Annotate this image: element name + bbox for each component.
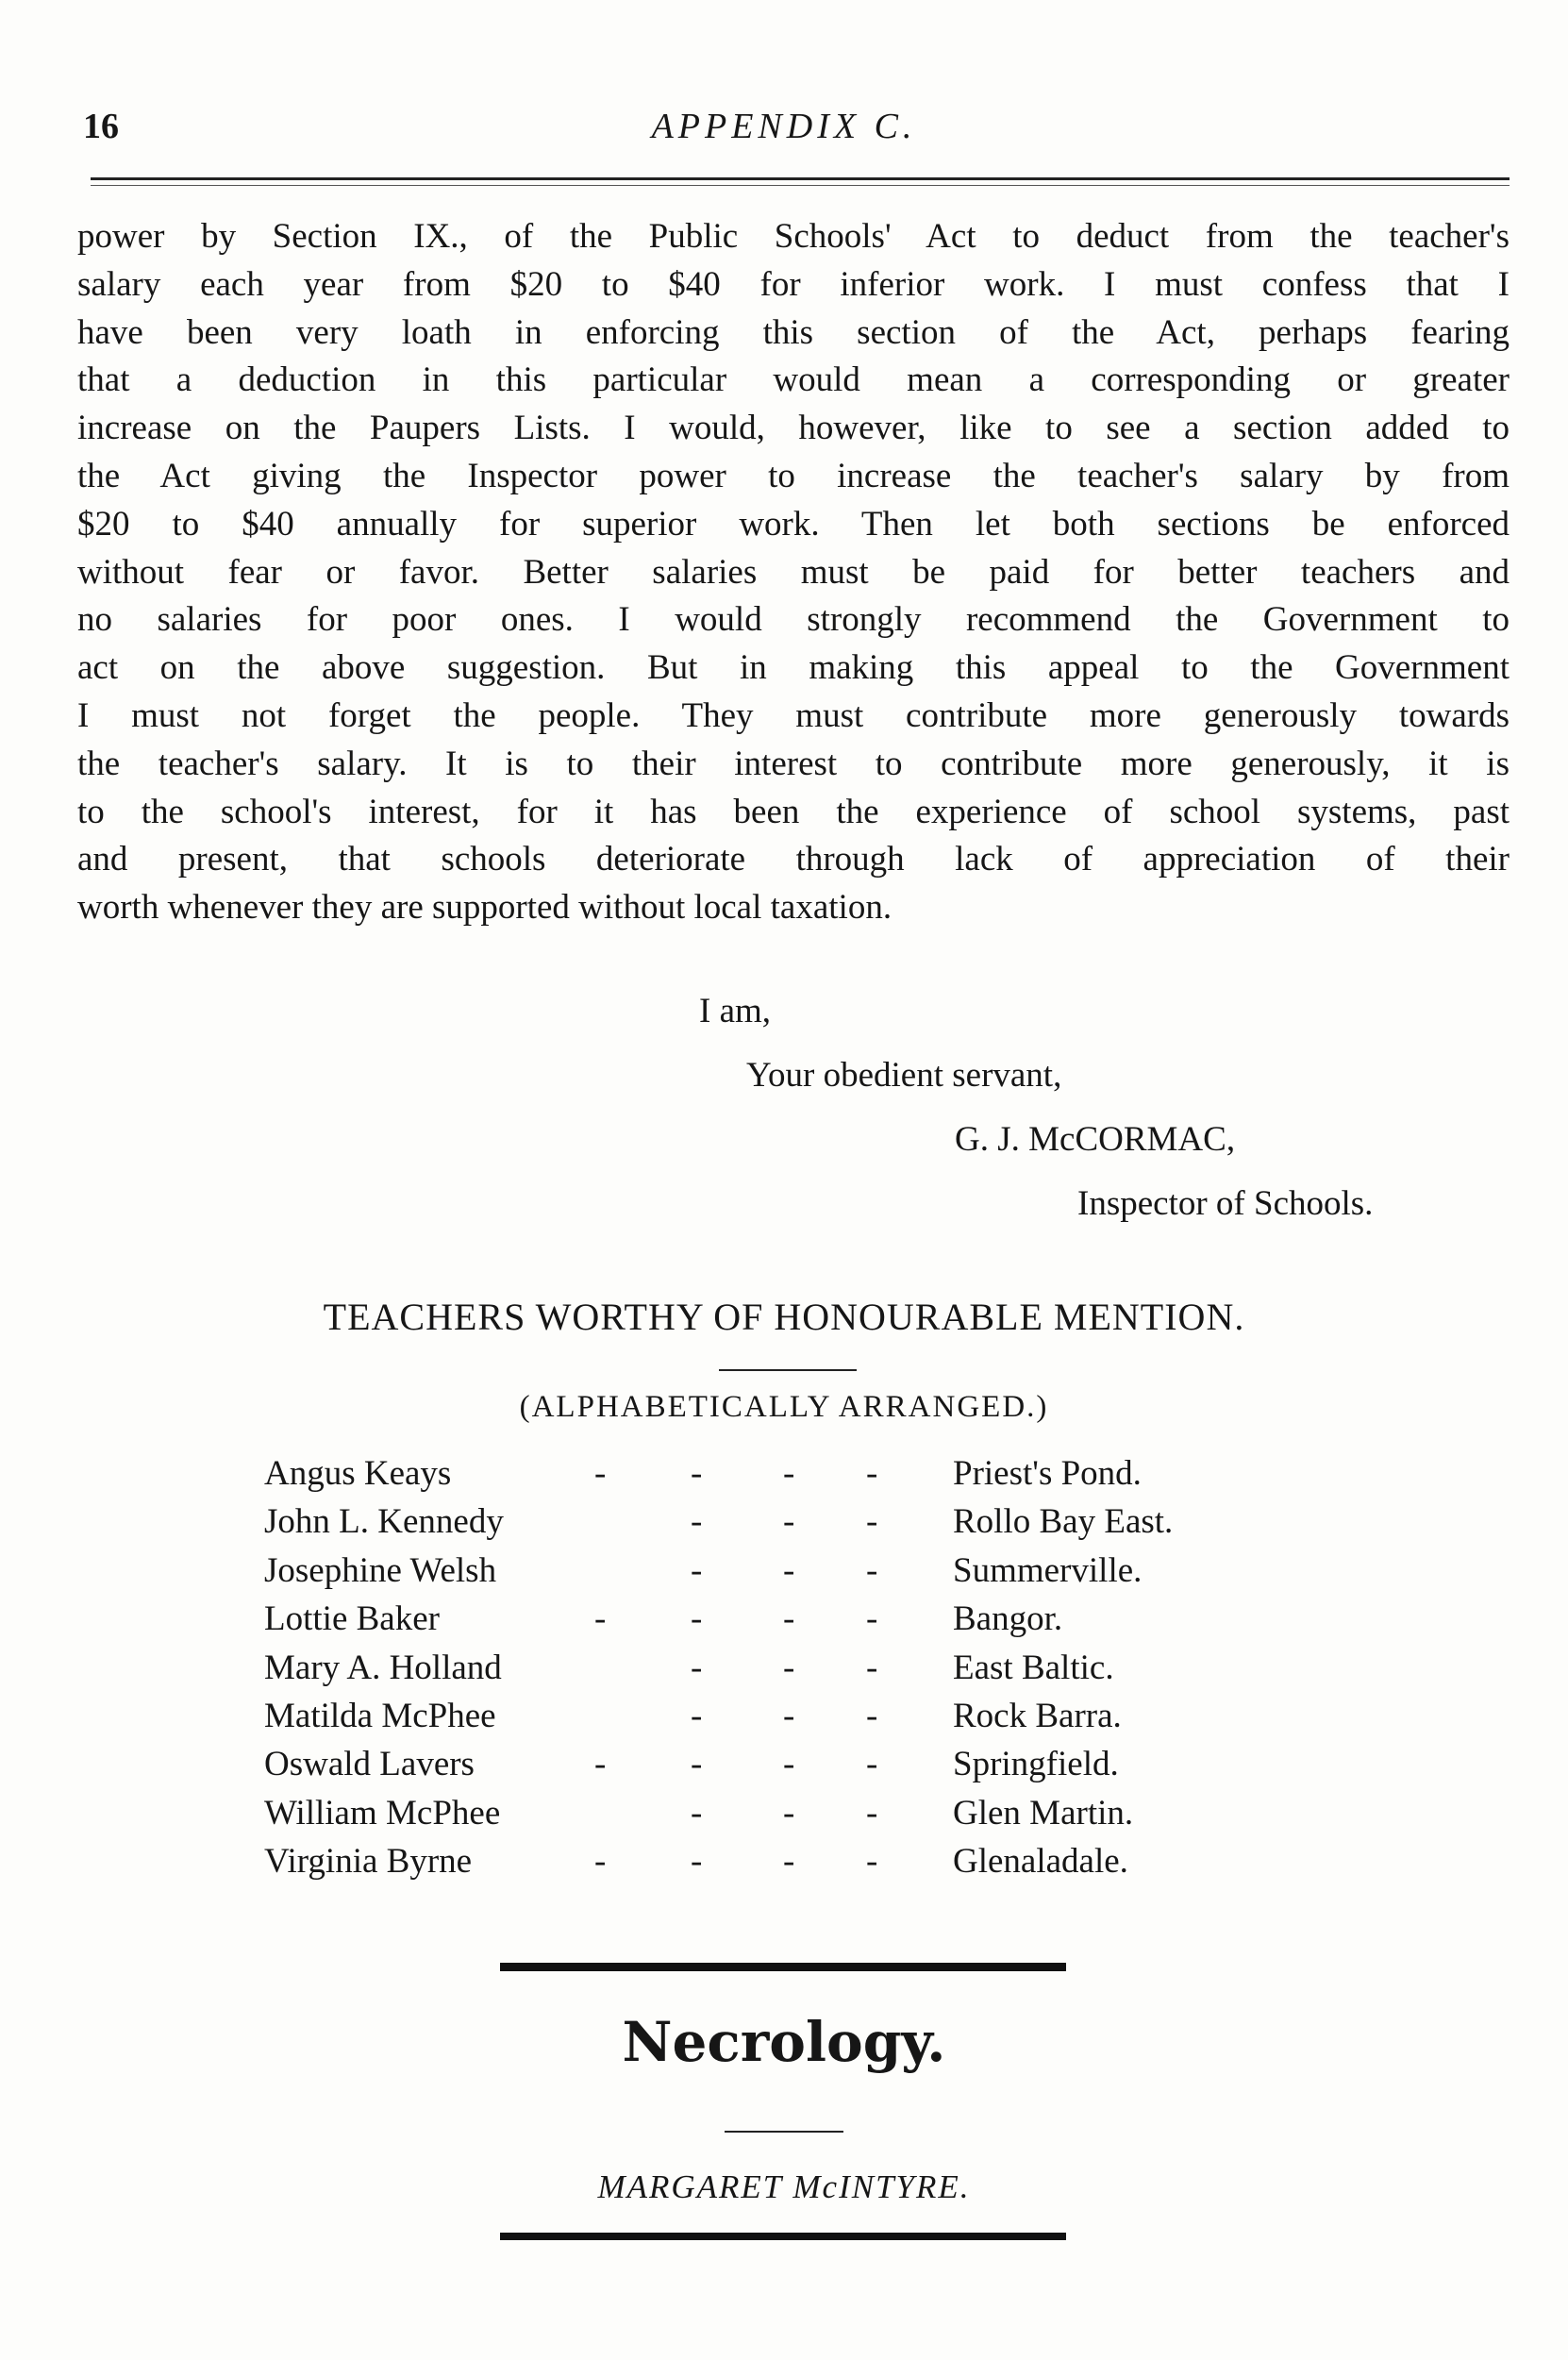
leader-dash: - [691,1550,703,1590]
teacher-place: East Baltic. [953,1648,1114,1687]
list-item [0,1453,1568,1501]
leader-dash: - [594,1842,607,1882]
teacher-place: Priest's Pond. [953,1454,1142,1493]
leader-dash: - [866,1842,878,1882]
necrology-rule [725,2131,843,2133]
body-line: increase on the Paupers Lists. I would, however, like to see a section added to [77,409,1510,448]
teacher-name: Mary A. Holland [264,1648,502,1687]
leader-dash: - [783,1745,795,1784]
body-line: and present, that schools deteriorate through lack of appreciation of their [77,840,1510,879]
body-line: act on the above suggestion. But in making this appeal to the Government [77,648,1510,688]
obituary-name: MARGARET McINTYRE. [597,2168,971,2205]
teacher-name: Virginia Byrne [264,1842,473,1882]
list-item [0,1841,1568,1889]
leader-dash: - [691,1648,703,1687]
leader-dash: - [866,1793,878,1833]
teacher-name: Oswald Lavers [264,1745,475,1784]
body-line: the Act giving the Inspector power to increase the teacher's salary by from [77,456,1510,495]
teacher-place: Glenaladale. [953,1842,1128,1882]
leader-dash: - [866,1696,878,1735]
body-paragraph [77,213,1510,932]
bottom-divider [500,2233,1066,2240]
list-item [0,1793,1568,1841]
list-item [0,1696,1568,1744]
teacher-name: John L. Kennedy [264,1502,504,1542]
leader-dash: - [691,1502,703,1542]
teacher-name: Josephine Welsh [264,1550,497,1590]
teacher-place: Bangor. [953,1599,1063,1639]
teacher-name: Matilda McPhee [264,1696,496,1735]
teacher-name: William McPhee [264,1793,501,1833]
leader-dash: - [691,1599,703,1639]
teacher-name: Angus Keays [264,1454,452,1493]
leader-dash: - [691,1793,703,1833]
leader-dash: - [783,1842,795,1882]
signature: G. J. McCORMAC, [955,1120,1236,1159]
leader-dash: - [783,1550,795,1590]
body-line: no salaries for poor ones. I would strongly recommend the Government to [77,600,1510,640]
teacher-place: Glen Martin. [953,1793,1134,1833]
header-rule [91,177,1510,180]
leader-dash: - [783,1599,795,1639]
leader-dash: - [866,1502,878,1542]
body-line: $20 to $40 annually for superior work. Then let both sections be enforced [77,504,1510,544]
list-item [0,1550,1568,1598]
leader-dash: - [866,1648,878,1687]
leader-dash: - [866,1550,878,1590]
signatory-title: Inspector of Schools. [1077,1184,1374,1223]
list-item [0,1598,1568,1647]
leader-dash: - [866,1745,878,1784]
list-item [0,1744,1568,1792]
teacher-place: Springfield. [953,1745,1119,1784]
section-heading: TEACHERS WORTHY OF HONOURABLE MENTION. [323,1296,1245,1338]
teacher-place: Summerville. [953,1550,1143,1590]
leader-dash: - [866,1454,878,1493]
leader-dash: - [594,1745,607,1784]
teacher-place: Rock Barra. [953,1696,1122,1735]
section-subheading: (ALPHABETICALLY ARRANGED.) [519,1390,1049,1424]
leader-dash: - [866,1599,878,1639]
body-line: without fear or favor. Better salaries must be paid for better teachers and [77,552,1510,592]
leader-dash: - [783,1502,795,1542]
body-line: have been very loath in enforcing this section of the Act, perhaps fearing [77,312,1510,352]
list-item [0,1501,1568,1549]
body-line: to the school's interest, for it has been the experience of school systems, past [77,792,1510,831]
leader-dash: - [783,1454,795,1493]
body-line: I must not forget the people. They must contribute more generously towards [77,695,1510,735]
body-line: that a deduction in this particular would mean a corresponding or greater [77,360,1510,400]
leader-dash: - [783,1696,795,1735]
running-title: APPENDIX C. [651,107,917,146]
body-line: worth whenever they are supported without local taxation. [77,888,892,928]
leader-dash: - [691,1454,703,1493]
leader-dash: - [691,1745,703,1784]
necrology-heading: Necrology. [622,2010,946,2074]
page-number: 16 [83,107,119,146]
valediction: Your obedient servant, [746,1056,1062,1095]
teacher-name: Lottie Baker [264,1599,440,1639]
body-line: salary each year from $20 to $40 for inferior work. I must confess that I [77,264,1510,304]
heading-rule [719,1369,857,1371]
leader-dash: - [783,1793,795,1833]
teacher-list [0,1453,1568,1890]
leader-dash: - [594,1599,607,1639]
leader-dash: - [594,1454,607,1493]
teacher-place: Rollo Bay East. [953,1502,1174,1542]
list-item [0,1648,1568,1696]
leader-dash: - [691,1696,703,1735]
body-line: the teacher's salary. It is to their interest to contribute more generously, it is [77,744,1510,783]
body-line: power by Section IX., of the Public Schools' Act to deduct from the teacher's [77,217,1510,256]
leader-dash: - [783,1648,795,1687]
salutation: I am, [699,992,772,1030]
leader-dash: - [691,1842,703,1882]
header-rule-thin [91,185,1510,186]
section-divider [500,1963,1066,1971]
